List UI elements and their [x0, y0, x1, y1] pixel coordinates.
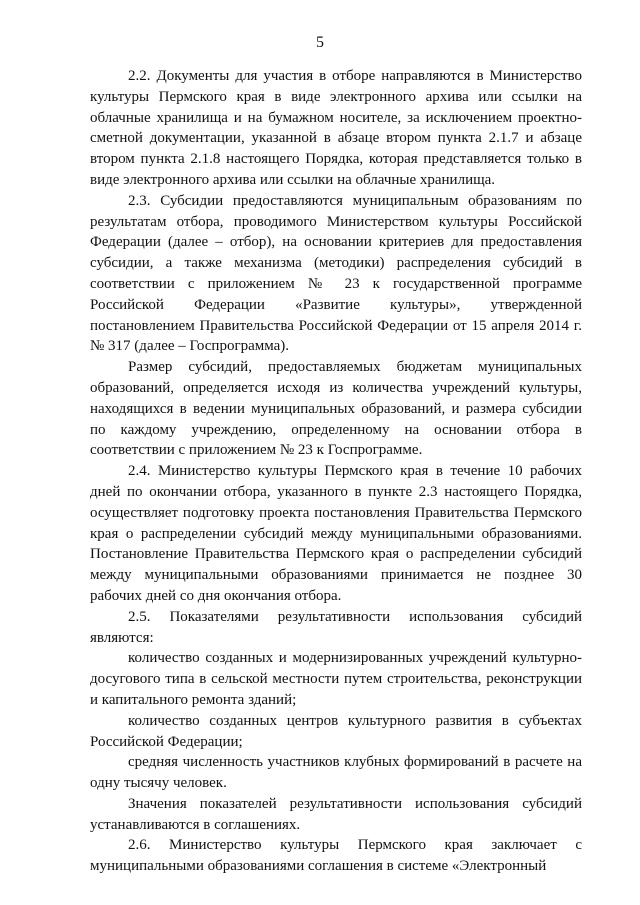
paragraph-2-6: 2.6. Министерство культуры Пермского края заключает с муниципальными образованиями соглашения в системе «Электронный: [90, 837, 582, 875]
document-body: [90, 66, 582, 877]
indicator-item-1: количество созданных и модернизированных учреждений культурно-досугового типа в сельской местности путем строительства, реконструкции и капитального ремонта зданий;: [90, 650, 582, 708]
paragraph-2-4: 2.4. Министерство культуры Пермского края в течение 10 рабочих дней по окончании отбора, указанного в пункте 2.3 настоящего Порядка, осуществляет подготовку проекта постановления Правительства Пермского края о распределении субсидий между муниципальными образованиями. Постановление Правительства Пермского края о распределении субсидий между муниципальными образованиями принимается не позднее 30 рабочих дней со дня окончания отбора.: [90, 463, 582, 604]
paragraph-2-3: 2.3. Субсидии предоставляются муниципальным образованиям по результатам отбора, проводимого Министерством культуры Российской Федерации (далее – отбор), на основании критериев для предоставления субсидии, а также механизма (методики) распределения субсидий в соответствии с приложением № 23 к государственной программе Российской Федерации «Развитие культуры», утвержденной постановлением Правительства Российской Федерации от 15 апреля 2014 г. № 317 (далее – Госпрограмма).: [90, 192, 582, 355]
paragraph-subsidy-size: Размер субсидий, предоставляемых бюджетам муниципальных образований, определяется исходя из количества учреждений культуры, находящихся в ведении муниципальных образований, и размера субсидии по каждому учреждению, определенному на основании отбора в соответствии с приложением № 23 к Госпрограмме.: [90, 359, 582, 459]
page-number: 5: [316, 34, 324, 51]
indicator-item-2: количество созданных центров культурного развития в субъектах Российской Федерации;: [90, 712, 582, 750]
paragraph-2-2: 2.2. Документы для участия в отборе направляются в Министерство культуры Пермского края в виде электронного архива или ссылки на облачные хранилища и на бумажном носителе, за исключением проектно-сметной документации, указанной в абзаце втором пункта 2.1.7 и абзаце втором пункта 2.1.8 настоящего Порядка, которая представляется только в виде электронного архива или ссылки на облачные хранилища.: [90, 68, 582, 188]
paragraph-indicator-values: Значения показателей результативности использования субсидий устанавливаются в соглашениях.: [90, 795, 582, 833]
paragraph-2-5: 2.5. Показателями результативности использования субсидий являются:: [90, 608, 582, 646]
indicator-item-3: средняя численность участников клубных формирований в расчете на одну тысячу человек.: [90, 754, 582, 792]
